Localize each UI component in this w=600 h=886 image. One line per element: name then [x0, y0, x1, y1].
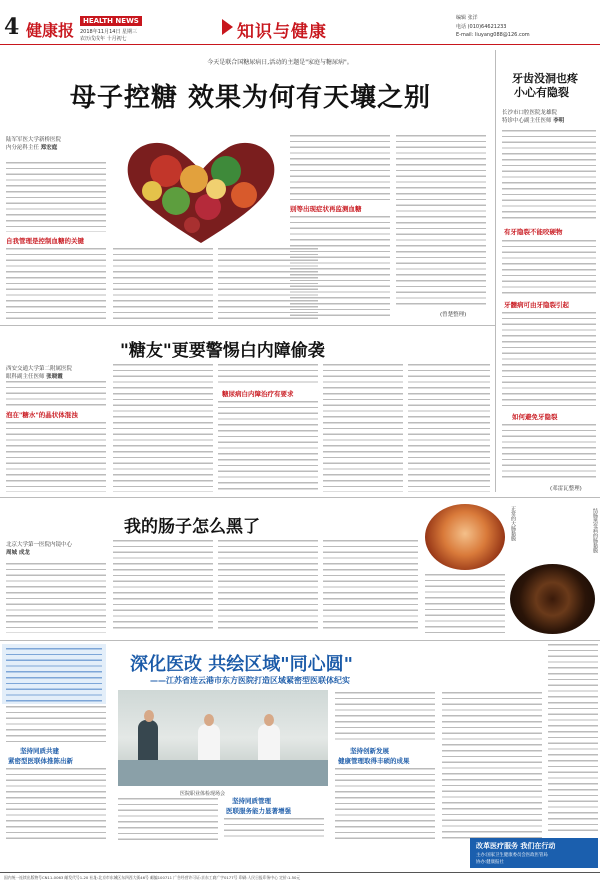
- union-sub-left-1: 坚持同质共建: [20, 747, 59, 755]
- eye-headline: "糖友"更要警惕白内障偷袭: [120, 341, 325, 361]
- ad-line-1: 改革医疗服务 我们在行动: [476, 842, 556, 850]
- eye-subhead-1: 泡在"糖水"的晶状体混浊: [6, 411, 78, 419]
- editor-phone: 电话 (010)64621233: [456, 24, 507, 30]
- union-sub-mid-2: 医联服务能力显著增强: [226, 807, 291, 815]
- eye-body-7: [408, 364, 490, 492]
- lead-source: 陆军军医大学新桥医院: [6, 137, 62, 143]
- eye-body-4: [218, 364, 318, 386]
- teeth-source: 长沙市口腔医院龙雄院: [502, 110, 558, 116]
- union-sub-right-2: 健康管理取得丰硕的成果: [338, 757, 410, 765]
- teeth-body-4: [502, 424, 596, 482]
- teeth-author: 李明: [553, 118, 565, 124]
- gut-headline: 我的肠子怎么黑了: [124, 517, 260, 537]
- eye-body-5: [218, 401, 318, 492]
- lead-subhead-1: 自我管理是控制血糖的关键: [6, 237, 84, 245]
- footer-info: 国内统一连续出版物号CN11-0063 邮发代号1-20 社址:北京市东城区东四西大街46号 邮编100711 广告经营许可证:京东工商广字0177号 印刷:人民日报印务中心 定价:1.50元: [4, 875, 301, 880]
- black-colon-caption: 结肠黑变病的肠黏膜: [592, 508, 598, 553]
- lead-body-col2: [113, 248, 213, 320]
- union-body-4: [224, 818, 324, 840]
- lead-dept: 内分泌科主任: [6, 145, 40, 151]
- gut-source: 北京大学第一医院内镜中心: [6, 542, 73, 548]
- teeth-dept: 特诊中心副主任医师: [502, 118, 552, 124]
- gut-body-1: [6, 563, 106, 633]
- union-subtitle: ——江苏省连云港市东方医院打造区域紧密型医联体纪实: [150, 676, 350, 685]
- paper-name: 健康报: [26, 21, 75, 40]
- black-colon-photo: [510, 564, 595, 634]
- lead-author: 郑宏庭: [40, 145, 58, 151]
- gut-body-5: [425, 574, 505, 633]
- eye-body-6: [323, 364, 403, 492]
- page-number: 4: [4, 14, 20, 40]
- teeth-subhead-2: 牙髓病可由牙隐裂引起: [504, 301, 569, 309]
- section-arrow-icon: [222, 19, 233, 35]
- lead-body-col4b: [290, 216, 390, 320]
- intro-line: 今天是联合国糖尿病日,活动的主题是"家庭与糖尿病"。: [207, 59, 353, 66]
- ad-banner: [470, 838, 598, 868]
- section-title: 知识与健康: [237, 22, 327, 42]
- union-body-2: [6, 768, 106, 840]
- union-sub-mid-1: 坚持同质管理: [232, 797, 271, 805]
- gut-body-2: [113, 540, 213, 633]
- teeth-body-1: [502, 130, 596, 222]
- teeth-headline-2: 小心有隐裂: [514, 86, 569, 99]
- lead-byline: [6, 135, 106, 151]
- lead-body-col5: [396, 135, 486, 305]
- normal-colon-photo: [425, 504, 505, 570]
- editor-email: E-mail: liuyang088@126.com: [456, 32, 530, 38]
- teeth-subhead-3: 如何避免牙隐裂: [512, 413, 558, 421]
- gut-byline: [6, 540, 106, 556]
- gut-body-4: [323, 540, 418, 633]
- lunar-date: 农历戊戌年 十月初七: [80, 36, 127, 42]
- heart-illustration: [116, 135, 286, 247]
- union-body-8: [548, 644, 598, 834]
- masthead: [0, 0, 600, 50]
- lead-headline: 母子控糖 效果为何有天壤之别: [70, 83, 432, 113]
- eye-byline: [6, 364, 106, 380]
- lead-body-col1: [6, 162, 106, 232]
- editor-name: 编辑 张洋: [456, 15, 478, 21]
- union-body-1: [6, 706, 106, 742]
- teeth-body-2: [502, 240, 596, 295]
- lead-signoff: (曾楚整理): [440, 312, 467, 318]
- ad-line-2: 主办:国家卫生健康委员会医政医管局: [476, 853, 548, 858]
- gut-author: 周城 成龙: [6, 550, 30, 556]
- issue-date: 2018年11月14日 星期三: [80, 29, 138, 35]
- eye-subhead-2: 糖尿病白内障治疗有要求: [222, 390, 294, 398]
- union-body-6: [335, 768, 435, 840]
- ad-line-3: 协办:健康报社: [476, 860, 504, 865]
- union-sub-left-2: 紧密型医联体推陈出新: [8, 757, 73, 765]
- eye-body-3: [113, 364, 213, 492]
- eye-body-2: [6, 422, 106, 492]
- teeth-byline: [502, 108, 596, 124]
- union-body-5: [335, 692, 435, 742]
- teeth-subhead-1: 有牙隐裂不能咬硬物: [504, 228, 563, 236]
- eye-author: 张晓霞: [46, 374, 63, 380]
- lead-body-col4: [290, 135, 390, 200]
- union-photo-caption: 医院职业体检现场会: [180, 791, 226, 797]
- eye-dept: 眼科副主任医师: [6, 374, 45, 380]
- gut-body-3: [218, 540, 318, 633]
- teeth-headline-1: 牙齿没洞也疼: [512, 72, 578, 85]
- lead-subhead-2: 别等出现症状再监测血糖: [290, 205, 362, 213]
- normal-colon-caption: 正常的大肠黏膜: [510, 506, 516, 541]
- eye-body-1: [6, 381, 106, 407]
- union-headline: 深化医改 共绘区域"同心圆": [130, 654, 354, 675]
- eye-source: 西安交通大学第二附属医院: [6, 366, 73, 372]
- teeth-body-3: [502, 312, 596, 407]
- paper-english-name: HEALTH NEWS: [80, 16, 142, 26]
- union-sub-right-1: 坚持创新发展: [350, 747, 389, 755]
- union-body-7: [442, 692, 542, 840]
- lead-body-col1b: [6, 248, 106, 320]
- union-body-3: [118, 798, 218, 840]
- teeth-signoff: (邓雷瓦整理): [550, 486, 582, 492]
- union-photo: [118, 690, 328, 786]
- union-left-box-text: [6, 648, 102, 702]
